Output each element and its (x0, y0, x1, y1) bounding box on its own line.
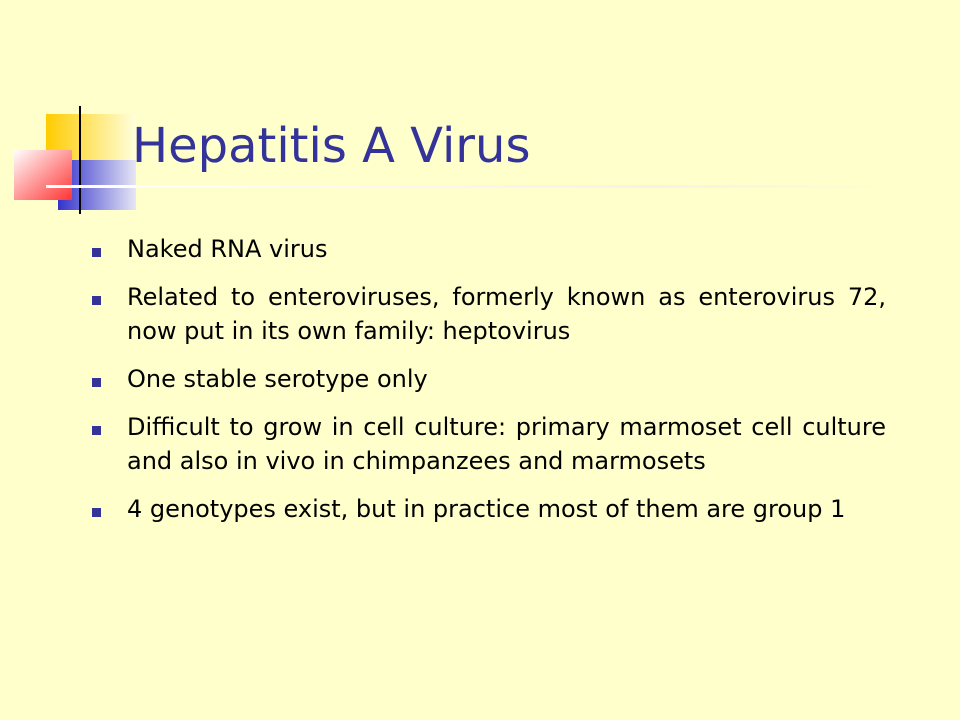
slide-title: Hepatitis A Virus (132, 118, 531, 174)
square-bullet-icon (92, 378, 101, 387)
title-divider (46, 185, 912, 188)
square-bullet-icon (92, 248, 101, 257)
bullet-text: 4 genotypes exist, but in practice most of them are group 1 (127, 495, 846, 523)
square-bullet-icon (92, 296, 101, 305)
square-bullet-icon (92, 508, 101, 517)
bullet-text: Naked RNA virus (127, 235, 328, 263)
bullet-text: Related to enteroviruses, formerly known as enterovirus 72, now put in its own family: heptovirus (127, 283, 886, 345)
bullet-list (92, 232, 886, 540)
bullet-item (92, 362, 886, 396)
bullet-text: Difficult to grow in cell culture: primary marmoset cell culture and also in vivo in chimpanzees and marmosets (127, 413, 886, 475)
bullet-text: One stable serotype only (127, 365, 428, 393)
bullet-item (92, 280, 886, 348)
bullet-item (92, 410, 886, 478)
decorative-squares-logo (0, 0, 140, 230)
bullet-item (92, 232, 886, 266)
logo-red-square (14, 150, 72, 200)
square-bullet-icon (92, 426, 101, 435)
bullet-item (92, 492, 886, 526)
